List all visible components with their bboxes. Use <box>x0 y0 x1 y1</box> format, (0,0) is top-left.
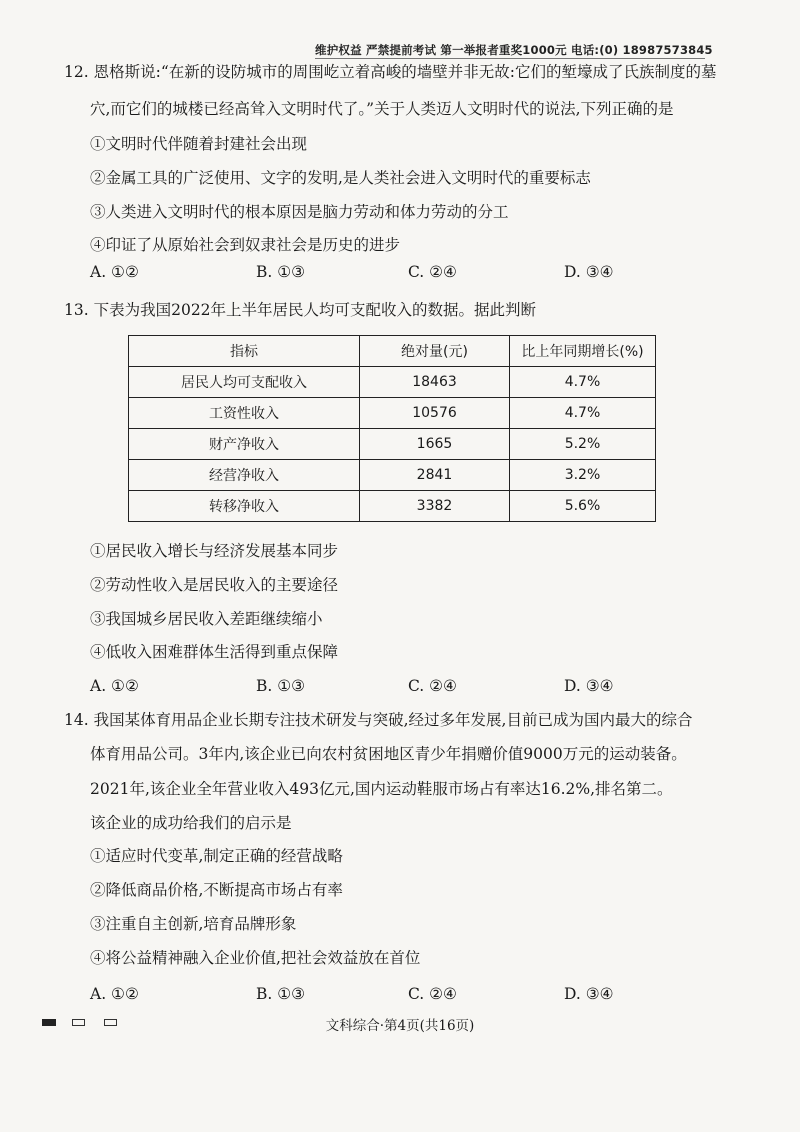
q14-option-a: A. ①② <box>90 985 139 1003</box>
q13-statement-3: ③我国城乡居民收入差距继续缩小 <box>90 610 323 628</box>
q13-number: 13. <box>64 301 89 319</box>
table-cell-amount: 1665 <box>359 429 509 460</box>
table-cell-amount: 10576 <box>359 398 509 429</box>
table-cell-amount: 2841 <box>359 460 509 491</box>
table-row <box>129 367 656 398</box>
q13-statement-1: ①居民收入增长与经济发展基本同步 <box>90 542 339 560</box>
table-cell-indicator: 转移净收入 <box>129 491 360 522</box>
table-cell-amount: 18463 <box>359 367 509 398</box>
header-rule <box>315 58 705 59</box>
table-cell-indicator: 工资性收入 <box>129 398 360 429</box>
q14-stem-line-4: 该企业的成功给我们的启示是 <box>90 814 292 832</box>
q14-stem-line-2: 体育用品公司。3年内,该企业已向农村贫困地区青少年捐赠价值9000万元的运动装备。 <box>90 745 687 763</box>
q12-stem-line-1: 12. 恩格斯说:“在新的设防城市的周围屹立着高峻的墙壁并非无故:它们的堑壕成了氏族制度的墓 <box>64 63 717 81</box>
page-footer: 文科综合·第4页(共16页) <box>325 1018 475 1034</box>
q14-option-d: D. ③④ <box>564 985 614 1003</box>
q14-option-c: C. ②④ <box>408 985 457 1003</box>
table-header-growth: 比上年同期增长(%) <box>510 336 656 367</box>
table-row <box>129 429 656 460</box>
table-row <box>129 460 656 491</box>
table-header-indicator: 指标 <box>129 336 360 367</box>
q13-option-a: A. ①② <box>90 677 139 695</box>
table-cell-growth: 5.2% <box>510 429 656 460</box>
q13-option-d: D. ③④ <box>564 677 614 695</box>
q12-stem-line-2: 穴,而它们的城楼已经高耸入文明时代了。”关于人类迈人文明时代的说法,下列正确的是 <box>90 100 674 118</box>
q12-option-b: B. ①③ <box>256 263 306 281</box>
q13-statement-4: ④低收入困难群体生活得到重点保障 <box>90 643 339 661</box>
table-header-amount: 绝对量(元) <box>359 336 509 367</box>
table-cell-indicator: 居民人均可支配收入 <box>129 367 360 398</box>
q12-option-c: C. ②④ <box>408 263 457 281</box>
q14-statement-4: ④将公益精神融入企业价值,把社会效益放在首位 <box>90 949 421 967</box>
q14-option-b: B. ①③ <box>256 985 306 1003</box>
q14-number: 14. <box>64 711 89 729</box>
header-note: 维护权益 严禁提前考试 第一举报者重奖1000元 电话:(0) 18987573845 <box>315 43 713 57</box>
q13-option-c: C. ②④ <box>408 677 457 695</box>
q13-statement-2: ②劳动性收入是居民收入的主要途径 <box>90 576 339 594</box>
q14-statement-3: ③注重自主创新,培育品牌形象 <box>90 915 297 933</box>
table-cell-growth: 3.2% <box>510 460 656 491</box>
q12-option-a: A. ①② <box>90 263 139 281</box>
table-cell-indicator: 经营净收入 <box>129 460 360 491</box>
q12-statement-1: ①文明时代伴随着封建社会出现 <box>90 135 308 153</box>
q14-statement-2: ②降低商品价格,不断提高市场占有率 <box>90 881 343 899</box>
table-row <box>129 398 656 429</box>
q13-stem-line-1: 13. 下表为我国2022年上半年居民人均可支配收入的数据。据此判断 <box>64 301 537 319</box>
table-header-row <box>129 336 656 367</box>
income-table <box>128 335 656 522</box>
q12-statement-3: ③人类进入文明时代的根本原因是脑力劳动和体力劳动的分工 <box>90 203 509 221</box>
q12-number: 12. <box>64 63 89 81</box>
table-cell-growth: 4.7% <box>510 367 656 398</box>
table-cell-growth: 4.7% <box>510 398 656 429</box>
q14-stem-line-1: 14. 我国某体育用品企业长期专注技术研发与突破,经过多年发展,目前已成为国内最大的综合 <box>64 711 693 729</box>
table-cell-indicator: 财产净收入 <box>129 429 360 460</box>
table-row <box>129 491 656 522</box>
q14-stem-line-3: 2021年,该企业全年营业收入493亿元,国内运动鞋服市场占有率达16.2%,排名第二。 <box>90 780 673 798</box>
q14-statement-1: ①适应时代变革,制定正确的经营战略 <box>90 847 343 865</box>
q12-option-d: D. ③④ <box>564 263 614 281</box>
q13-option-b: B. ①③ <box>256 677 306 695</box>
table-cell-growth: 5.6% <box>510 491 656 522</box>
q12-statement-4: ④印证了从原始社会到奴隶社会是历史的进步 <box>90 236 401 254</box>
table-cell-amount: 3382 <box>359 491 509 522</box>
q12-statement-2: ②金属工具的广泛使用、文字的发明,是人类社会进入文明时代的重要标志 <box>90 169 591 187</box>
